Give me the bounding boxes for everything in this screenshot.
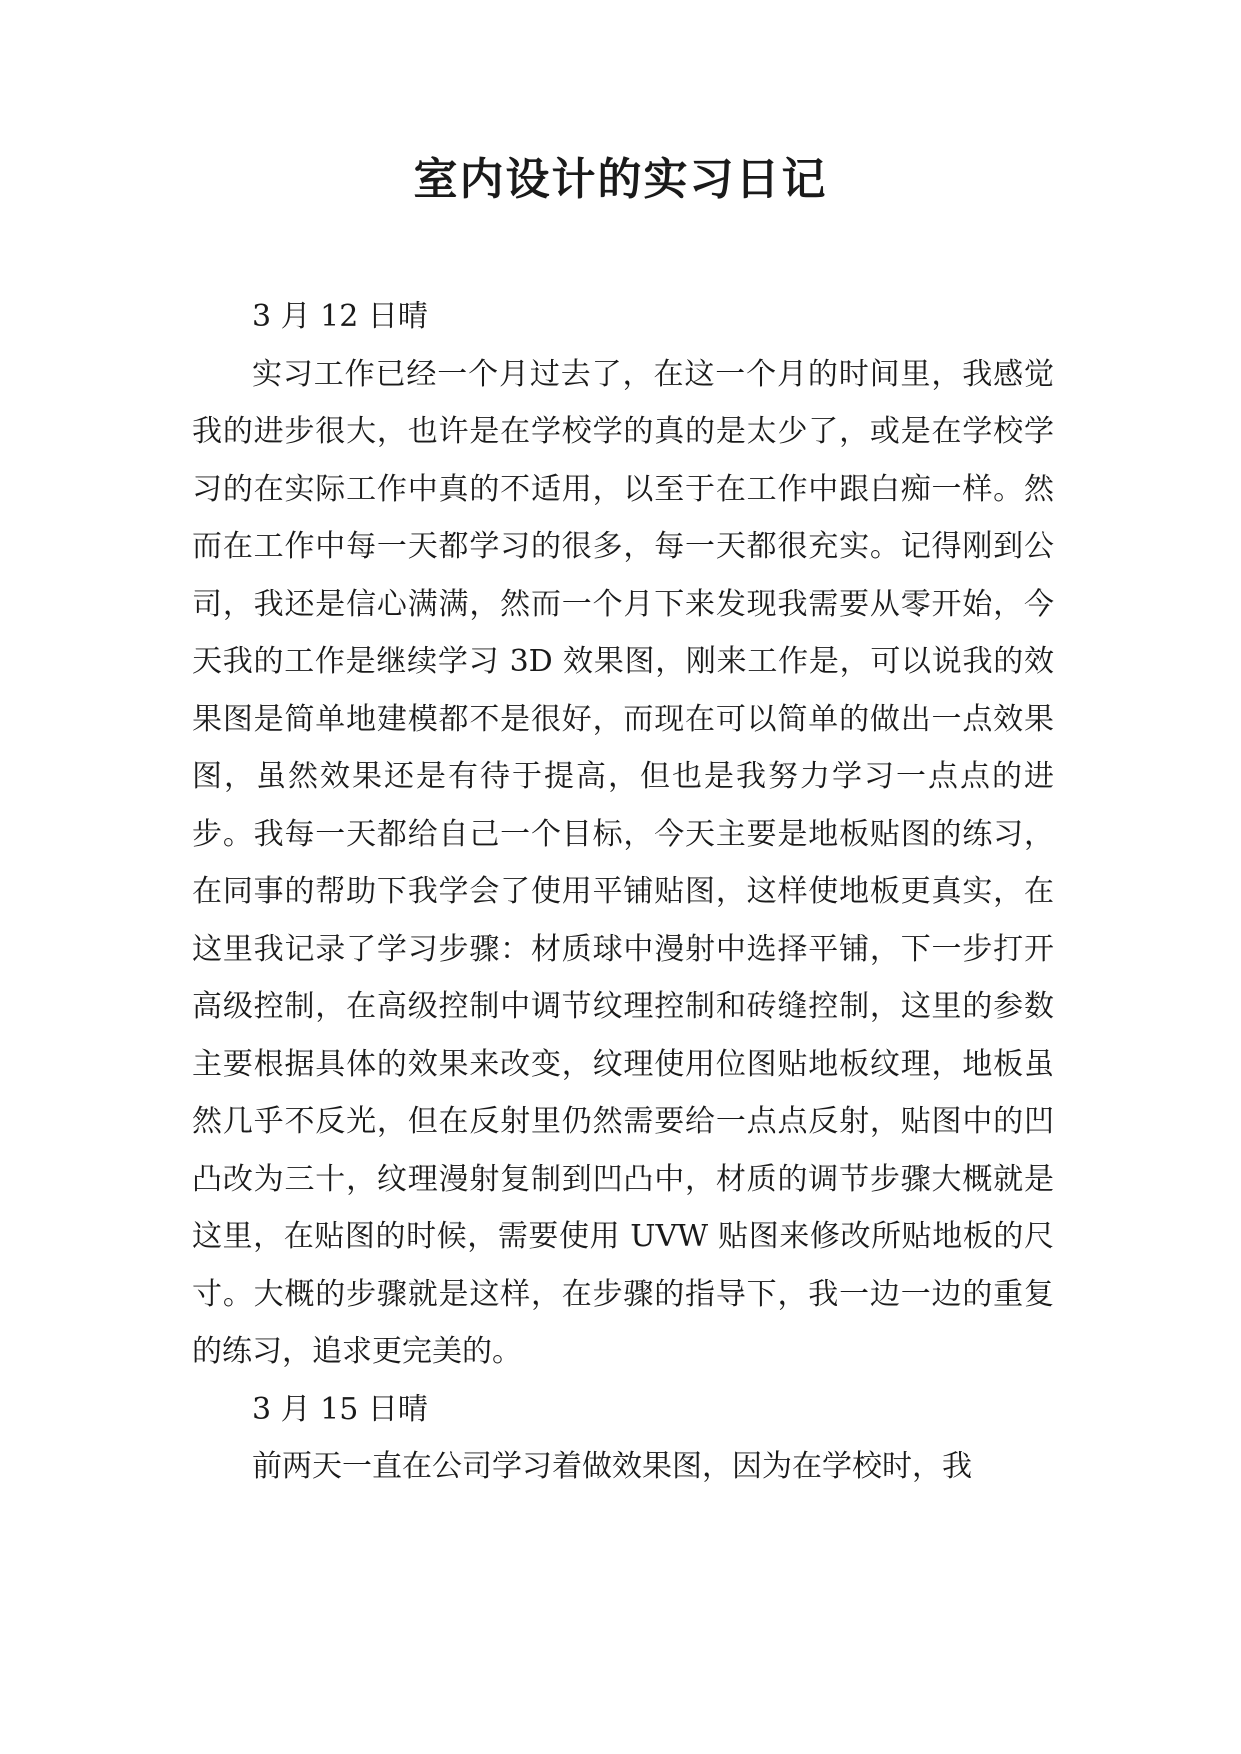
document-title: 室内设计的实习日记: [413, 154, 828, 205]
entry-date: 3 月 12 日晴: [252, 299, 428, 334]
entry-paragraph: 实习工作已经一个月过去了，在这一个月的时间里，我感觉我的进步很大，也许是在学校学的真的是太少了，或是在学校学习的在实际工作中真的不适用，以至于在工作中跟白痴一样。然而在工作中每一天都学习的很多，每一天都很充实。记得刚到公司，我还是信心满满，然而一个月下来发现我需要从零开始，今天我的工作是继续学习 3D 效果图，刚来工作是，可以说我的效果图是简单地建模都不是很好，而现在可以简单的做出一点效果图，虽然效果还是有待于提高，但也是我努力学习一点点的进步。我每一天都给自己一个目标，今天主要是地板贴图的练习，在同事的帮助下我学会了使用平铺贴图，这样使地板更真实，在这里我记录了学习步骤：材质球中漫射中选择平铺，下一步打开高级控制，在高级控制中调节纹理控制和砖缝控制，这里的参数主要根据具体的效果来改变，纹理使用位图贴地板纹理，地板虽然几乎不反光，但在反射里仍然需要给一点点反射，贴图中的凹凸改为三十，纹理漫射复制到凹凸中，材质的调节步骤大概就是这里，在贴图的时候，需要使用 UVW 贴图来修改所贴地板的尺寸。大概的步骤就是这样，在步骤的指导下，我一边一边的重复的练习，追求更完美的。: [192, 356, 1054, 1369]
entry-date: 3 月 15 日晴: [252, 1391, 428, 1427]
document-body: [192, 288, 1054, 1496]
entry-paragraph: 前两天一直在公司学习着做效果图，因为在学校时，我: [252, 1449, 972, 1484]
